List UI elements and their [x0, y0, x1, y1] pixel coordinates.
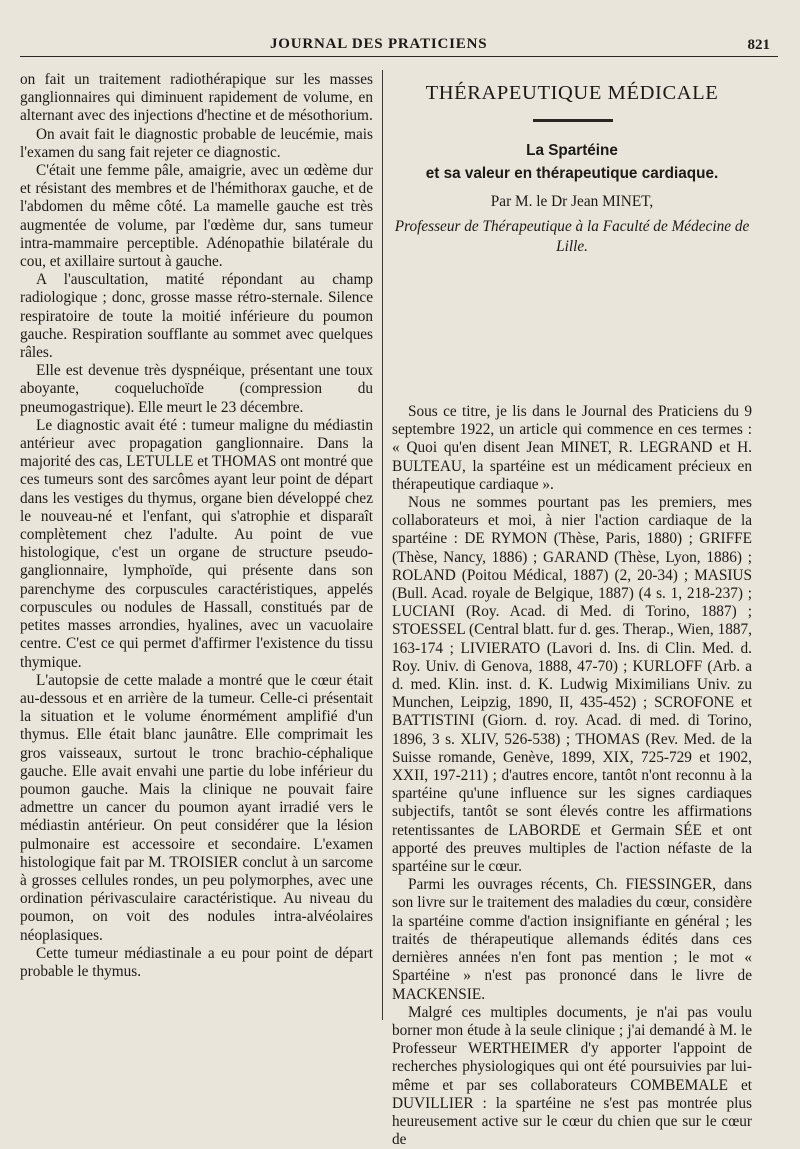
journal-title: JOURNAL DES PRATICIENS [270, 36, 488, 52]
paragraph: Elle est devenue très dyspnéique, présentant une toux aboyante, coqueluchoïde (compression du pneumogastrique). Elle meurt le 23 décembre. [20, 362, 373, 416]
author-affiliation: Professeur de Thérapeutique à la Faculté de Médecine de Lille. [394, 218, 750, 255]
article-title-line: La Spartéine [526, 142, 618, 159]
paragraph: on fait un traitement radiothérapique sur les masses ganglionnaires qui diminuent rapidement de volume, en alternant avec des injections d'hectine et de mésothorium. [20, 71, 373, 125]
column-divider [382, 70, 383, 1020]
article-title-line: et sa valeur en thérapeutique cardiaque. [425, 165, 719, 182]
paragraph: C'était une femme pâle, amaigrie, avec un œdème dur et résistant des membres et de l'hémithorax gauche, et de l'abdomen du même côté. La mamelle gauche est très augmentée de volume, par l'œdème dur, sans tumeur intra-mammaire perceptible. Adénopathie bilatérale du cou, et axillaire surtout à gauche. [20, 162, 373, 271]
section-title: THÉRAPEUTIQUE MÉDICALE [425, 82, 719, 104]
paragraph: L'autopsie de cette malade a montré que le cœur était au-dessous et en arrière de la tumeur. Celle-ci présentait la situation et le volume énormément amplifié d'un thymus. Elle était blanc jaunâtre. Elle comprimait les gros vaisseaux, surtout le tronc brachio-céphalique gauche. Elle avait envahi une partie du lobe inférieur du poumon gauche. Mais la clinique ne pouvait faire admettre un cancer du poumon ayant irradié vers le médiastin antérieur. On peut considérer que la lésion pulmonaire est accessoire et secondaire. L'examen histologique fait par M. TROISIER conclut à un sarcome à grosses cellules rondes, un peu polymorphes, avec une ordination périvasculaire caractéristique. Au niveau du poumon, on voit des nodules intra-alvéolaires néoplasiques. [20, 671, 373, 944]
article-title [392, 139, 752, 185]
right-column [392, 403, 752, 1149]
running-header [20, 34, 778, 57]
paragraph: Malgré ces multiples documents, je n'ai pas voulu borner mon étude à la seule clinique ; j'ai demandé à M. le Professeur WERTHEIMER d'y apporter l'appoint de recherches physiologiques qui ont été poursuivies par lui-même et par ses collaborateurs COMBEMALE et DUVILLIER : la spartéine ne s'est pas montrée plus heureusement active sur le cœur du chien que sur le cœur de [392, 1003, 752, 1149]
paragraph: Nous ne sommes pourtant pas les premiers, mes collaborateurs et moi, à nier l'action cardiaque de la spartéine : DE RYMON (Thèse, Paris, 1880) ; GRIFFE (Thèse, Nancy, 1886) ; GARAND (Thèse, Lyon, 1886) ; ROLAND (Poitou Médical, 1887) (2, 20-34) ; MASIUS (Bull. Acad. royale de Belgique, 1887) (4 s. 1, 218-237) ; LUCIANI (Roy. Acad. di Med. di Torino, 1887) ; STOESSEL (Central blatt. fur d. ges. Therap., Wien, 1887, 163-174 ; LIVIERATO (Lavori d. Ins. di Clin. Med. d. Roy. Univ. di Genova, 1888, 47-70) ; KURLOFF (Arb. a d. med. Klin. inst. d. K. Ludwig Miximilians Univ. zu Munchen, Leipzig, 1890, II, 435-452) ; SCROFONE et BATTISTINI (Giorn. d. roy. Acad. di med. di Torino, 1896, 3 s. XLIV, 526-538) ; THOMAS (Rev. Med. de la Suisse romande, Genève, 1899, XIX, 725-729 et 1902, XXII, 197-211) ; d'autres encore, tantôt n'ont reconnu à la spartéine qu'une influence sur les signes cardiaques subjectifs, tantôt se sont élevés contre les affirmations retentissantes de LABORDE et Germain SÉE et ont apporté des preuves multiples de l'action néfaste de la spartéine sur le cœur. [392, 494, 752, 876]
title-rule [533, 119, 613, 122]
page-number: 821 [747, 37, 770, 53]
paragraph: Cette tumeur médiastinale a eu pour point de départ probable le thymus. [20, 944, 373, 980]
author-byline: Par M. le Dr Jean MINET, [490, 193, 654, 210]
paragraph: Le diagnostic avait été : tumeur maligne du médiastin antérieur avec propagation ganglionnaire. Dans la majorité des cas, LETULLE et THOMAS ont montré que ces tumeurs sont des sarcômes ayant leur point de départ dans les vestiges du thymus, organe bien développé chez le nouveau-né et l'enfant, qui s'atrophie et disparaît complètement chez l'adulte. Au point de vue histologique, c'est un organe de structure pseudo-ganglionnaire, lymphoïde, qui présente dans son parenchyme des corpuscules caractéristiques, appelés corpuscules ou nodules de Hassall, constitués par de petites masses arrondies, hyalines, avec un vacuolaire centre. C'est ce qui permet d'affirmer l'existence du tissu thymique. [20, 416, 373, 671]
paragraph: Sous ce titre, je lis dans le Journal des Praticiens du 9 septembre 1922, un article qui commence en ces termes : « Quoi qu'en disent Jean MINET, R. LEGRAND et H. BULTEAU, la spartéine est un médicament précieux en thérapeutique cardiaque ». [392, 403, 752, 493]
paragraph: A l'auscultation, matité répondant au champ radiologique ; donc, grosse masse rétro-sternale. Silence respiratoire de toute la moitié inférieure du poumon gauche. Respiration soufflante au sommet avec quelques râles. [20, 271, 373, 362]
left-column [20, 71, 373, 981]
paragraph: On avait fait le diagnostic probable de leucémie, mais l'examen du sang fait rejeter ce diagnostic. [20, 125, 373, 161]
paragraph: Parmi les ouvrages récents, Ch. FIESSINGER, dans son livre sur le traitement des maladies du cœur, considère la spartéine comme d'action insignifiante en général ; les traités de thérapeutique allemands édités dans ces dernières années n'en font pas mention ; le mot « Spartéine » n'est pas prononcé dans le livre de MACKENSIE. [392, 876, 752, 1003]
